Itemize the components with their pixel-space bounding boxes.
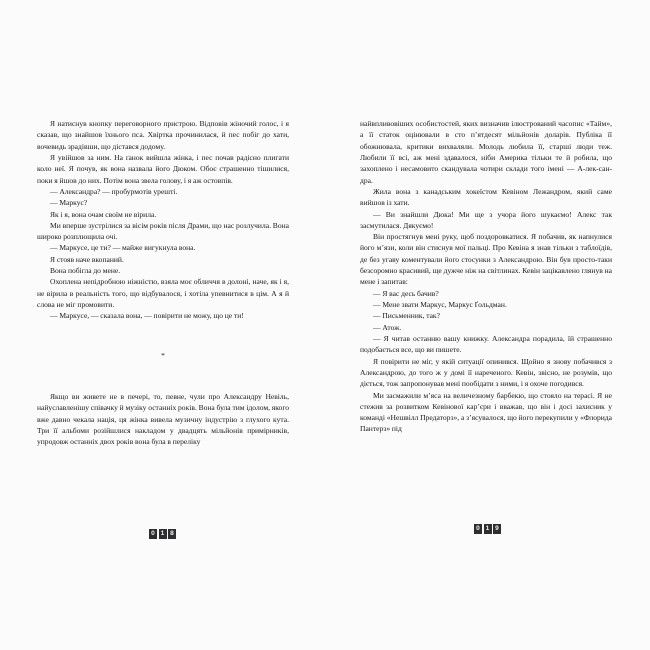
paragraph: Як і я, вона очам своїм не вірила. — [50, 209, 157, 219]
right-page-text-column — [360, 118, 612, 435]
paragraph: Я увійшов за ним. На ґанок вийшла жінка, і пес почав радісно плигати коло неї. Я почув, як вона назвала його Дюком. Обоє страшенно тішилися, поки я йшов до них. Потім вона звела голову, і я аж остовпів. — [37, 152, 289, 185]
dialogue-line: — Маркусе, це ти? — майже вигукнула вона. — [50, 243, 196, 253]
paragraph: Вона побігла до мене. — [50, 266, 121, 276]
dialogue-line: — Мене звати Маркус, Маркус Ґольдман. — [373, 300, 507, 309]
paragraph: Охоплена непідробною ніжністю, взяла моє обличчя в долоні, наче, як і я, не вірила в реальність того, що відбувалося, і хотіла упевнитися в цім. А я й слова не міг промовити. — [37, 277, 289, 309]
dialogue-line: — Маркусе, — сказала вона, — повірити не можу, що це ти! — [50, 311, 244, 321]
folio-digit: 0 — [149, 529, 157, 539]
paragraph: Ми засмажили м’яса на величезному барбекю, що стояло на терасі. Я не стежив за розвитком Кевінової кар’єри і вважав, що він і досі захисник у команді «Нешвілл Предаторз», а з’ясувалося, що його перекупили у «Флорида Пантерз» під — [360, 390, 612, 434]
dialogue-line: — Ви знайшли Дюка! Ми ще з учора його шукаємо! Алекс так засмутилася. Дякуємо! — [360, 209, 612, 230]
paragraph: Я повірити не міг, у якій ситуації опинився. Щойно я знову побачився з Александрою, до того ж у домі її нареченого. Кевін, звісно, не розумів, що діється, тож запропонував мені пообідати з ними, і я охоче погодився. — [360, 356, 612, 389]
paragraph: найвпливовіших особистостей, яких визначив ілюстрований часопис «Тайм», а її статок оцінювали в сто п’ятдесят мільйонів доларів. Публіка її обожнювала, критики вихваляли. Молодь любила її, старші люди теж. Любили її всі, аж мені здавалося, ніби Америка тільки те й робила, що захоплено і несамовито скандувала чотири склади того імені — А-лек-сан-дра. — [360, 119, 612, 185]
section-separator: * — [161, 350, 165, 360]
paragraph: Я стояв наче вкопаний. — [50, 254, 124, 264]
folio-digit: 8 — [168, 529, 176, 539]
dialogue-line: — Атож. — [373, 322, 402, 332]
dialogue-line: — Александра? — пробурмотів урешті. — [50, 186, 178, 196]
paragraph: Ми вперше зустрілися за вісім років після Драми, що нас розлучила. Вона широко розплющила очі. — [37, 220, 289, 242]
folio-digit: 0 — [474, 524, 482, 534]
folio-digit: 1 — [159, 529, 167, 539]
dialogue-line: — Письменник, так? — [373, 311, 440, 321]
dialogue-line: — Маркус? — [50, 198, 88, 208]
paragraph: Я натиснув кнопку переговорного пристрою. Відповів жіночий голос, і я сказав, що знайшов їхнього пса. Хвіртка прочинилася, й пес побіг до хати, вочевидь зрадівши, що дістався додому. — [37, 119, 289, 151]
dialogue-line: — Я вас десь бачив? — [373, 288, 439, 298]
page-number-right — [325, 524, 650, 534]
page-number-left — [0, 529, 325, 539]
paragraph: Жила вона з канадським хокеїстом Кевіном Лежандром, який саме вийшов із хати. — [360, 186, 612, 208]
separator-space-above — [37, 322, 289, 350]
dialogue-line: — Я читав останню вашу книжку. Александра порадила, їй страшенно подобається все, що ви пишете. — [360, 333, 612, 355]
folio-digit: 1 — [484, 524, 492, 534]
folio-digit: 9 — [493, 524, 501, 534]
left-page-text-column — [37, 118, 289, 448]
right-page — [325, 0, 650, 650]
separator-space-below — [37, 361, 289, 391]
paragraph: Якщо ви живете не в печері, то, певне, чули про Александру Невіль, найуславленішу співачку й музіку останніх років. Вона була тим ідолом, якого вже давно чекала нація, ця жінка вивела музичну індустрію з глухого кута. Три її альбоми розійшлися накладом у двадцять мільйонів примірників, упродовж останніх двох років вона була в переліку — [37, 391, 290, 447]
paragraph: Він простягнув мені руку, щоб поздоровкатися. Я побачив, як напнулися його м’язи, коли він стиснув мої пальці. Про Кевіна я знав тільки з таблоїдів, де без угаву коментували його стосунки з Александрою. Він був просто-таки безсоромно красивий, ще дужче ніж на світлинах. Кевін зацікавлено глянув на мене і запитав: — [360, 232, 612, 287]
